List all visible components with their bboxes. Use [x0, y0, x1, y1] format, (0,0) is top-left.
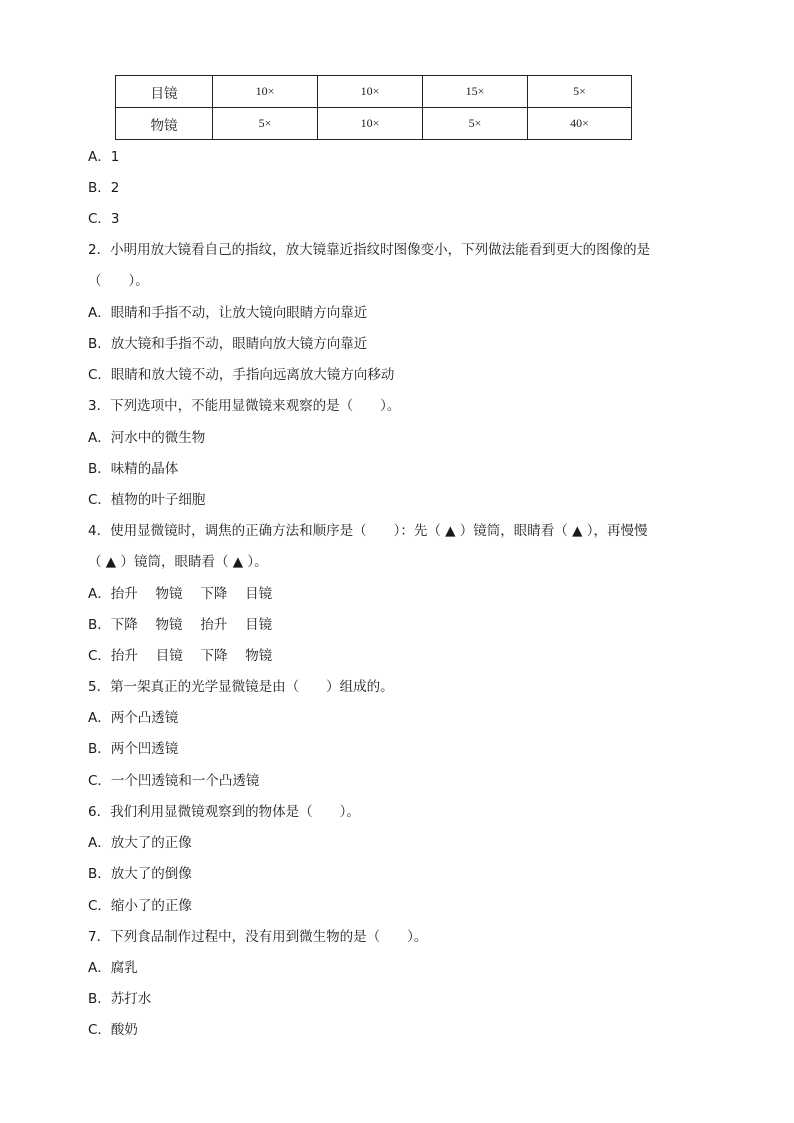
- table-cell: 5×: [213, 108, 318, 140]
- q2-option-a: A．眼睛和手指不动，让放大镜向眼睛方向靠近: [88, 305, 368, 321]
- q1-option-c: C．3: [88, 211, 120, 227]
- question-7-text: 7．下列食品制作过程中，没有用到微生物的是（ ）。: [88, 929, 428, 945]
- table-cell: 5×: [423, 108, 528, 140]
- table-row-eyepiece: [116, 76, 632, 108]
- table-row-header: 目镜: [116, 76, 213, 108]
- q1-option-b: B．2: [88, 180, 120, 196]
- q4-option-b: B．下降 物镜 抬升 目镜: [88, 617, 273, 633]
- table-cell: 5×: [528, 76, 632, 108]
- q5-option-c: C．一个凹透镜和一个凸透镜: [88, 773, 260, 789]
- question-2-text: 2．小明用放大镜看自己的指纹，放大镜靠近指纹时图像变小，下列做法能看到更大的图像的是: [88, 242, 651, 258]
- table-cell: 10×: [318, 76, 423, 108]
- table-cell: 10×: [213, 76, 318, 108]
- q4-option-c: C．抬升 目镜 下降 物镜: [88, 648, 273, 664]
- q3-option-b: B．味精的晶体: [88, 461, 179, 477]
- table-row-header: 物镜: [116, 108, 213, 140]
- question-4-continuation: （ ▲ ）镜筒，眼睛看（ ▲ ）。: [88, 554, 268, 570]
- q2-option-c: C．眼睛和放大镜不动，手指向远离放大镜方向移动: [88, 367, 395, 383]
- q4-option-a: A．抬升 物镜 下降 目镜: [88, 586, 273, 602]
- question-3-text: 3．下列选项中，不能用显微镜来观察的是（ ）。: [88, 398, 401, 414]
- q1-option-a: A．1: [88, 149, 120, 165]
- q6-option-b: B．放大了的倒像: [88, 866, 192, 882]
- question-2-blank: （ ）。: [88, 273, 149, 289]
- table-row-objective: [116, 108, 632, 140]
- q6-option-a: A．放大了的正像: [88, 835, 192, 851]
- q7-option-b: B．苏打水: [88, 991, 152, 1007]
- q7-option-c: C．酸奶: [88, 1022, 138, 1038]
- table-cell: 10×: [318, 108, 423, 140]
- table-cell: 15×: [423, 76, 528, 108]
- q3-option-c: C．植物的叶子细胞: [88, 492, 206, 508]
- q5-option-b: B．两个凹透镜: [88, 741, 179, 757]
- q6-option-c: C．缩小了的正像: [88, 898, 192, 914]
- table-cell: 40×: [528, 108, 632, 140]
- question-5-text: 5．第一架真正的光学显微镜是由（ ）组成的。: [88, 679, 394, 695]
- q7-option-a: A．腐乳: [88, 960, 138, 976]
- q5-option-a: A．两个凸透镜: [88, 710, 179, 726]
- question-4-text: 4．使用显微镜时，调焦的正确方法和顺序是（ ）：先（ ▲ ）镜筒，眼睛看（ ▲ ），再慢慢: [88, 523, 648, 539]
- q3-option-a: A．河水中的微生物: [88, 430, 206, 446]
- question-6-text: 6．我们利用显微镜观察到的物体是（ ）。: [88, 804, 360, 820]
- q2-option-b: B．放大镜和手指不动，眼睛向放大镜方向靠近: [88, 336, 368, 352]
- lens-table: [115, 75, 632, 140]
